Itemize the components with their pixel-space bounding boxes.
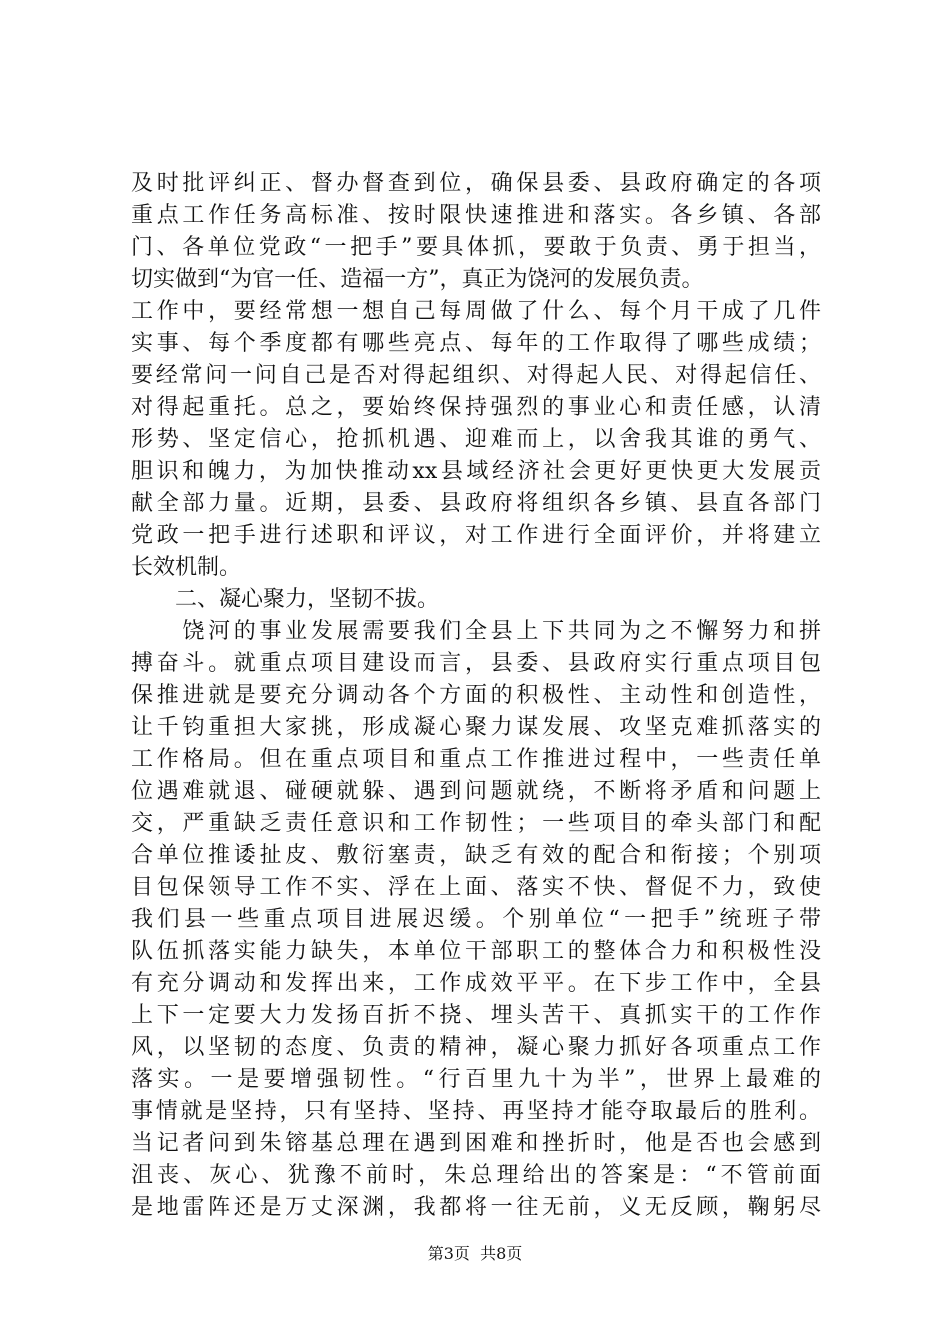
text-line: 形势、坚定信心，抢抓机遇、迎难而上，以舍我其谁的勇气、 bbox=[131, 427, 821, 452]
text-line: 及时批评纠正、督办督查到位，确保县委、县政府确定的各项 bbox=[131, 171, 821, 196]
text-line: 合单位推诿扯皮、敷衍塞责，缺乏有效的配合和衔接；个别项 bbox=[131, 843, 821, 868]
text-line: 胆识和魄力，为加快推动xx县域经济社会更好更快更大发展贡 bbox=[131, 459, 821, 484]
text-line: 落实。一是要增强韧性。“行百里九十为半”，世界上最难的 bbox=[131, 1067, 821, 1092]
text-line: 饶河的事业发展需要我们全县上下共同为之不懈努力和拼 bbox=[131, 619, 821, 644]
text-line: 要经常问一问自己是否对得起组织、对得起人民、对得起信任、 bbox=[131, 363, 821, 388]
page-footer: 第3页 共8页 bbox=[427, 1244, 523, 1263]
text-line: 交，严重缺乏责任意识和工作韧性；一些项目的牵头部门和配 bbox=[131, 811, 821, 836]
text-line: 有充分调动和发挥出来，工作成效平平。在下步工作中，全县 bbox=[131, 971, 821, 996]
text-line: 让千钧重担大家挑，形成凝心聚力谋发展、攻坚克难抓落实的 bbox=[131, 715, 821, 740]
text-line: 沮丧、灰心、犹豫不前时，朱总理给出的答案是：“不管前面 bbox=[131, 1163, 821, 1188]
body-text bbox=[131, 168, 821, 1224]
text-line: 位遇难就退、碰硬就躲、遇到问题就绕，不断将矛盾和问题上 bbox=[131, 779, 821, 804]
text-line: 门、各单位党政“一把手”要具体抓，要敢于负责、勇于担当， bbox=[131, 235, 821, 260]
text-line: 对得起重托。总之，要始终保持强烈的事业心和责任感，认清 bbox=[131, 395, 821, 420]
text-line: 我们县一些重点项目进展迟缓。个别单位“一把手”统班子带 bbox=[131, 907, 821, 932]
text-line: 工作中，要经常想一想自己每周做了什么、每个月干成了几件 bbox=[131, 299, 821, 324]
text-line: 上下一定要大力发扬百折不挠、埋头苦干、真抓实干的工作作 bbox=[131, 1003, 821, 1028]
text-line: 党政一把手进行述职和评议，对工作进行全面评价，并将建立 bbox=[131, 523, 821, 548]
text-line: 风，以坚韧的态度、负责的精神，凝心聚力抓好各项重点工作 bbox=[131, 1035, 821, 1060]
text-line: 重点工作任务高标准、按时限快速推进和落实。各乡镇、各部 bbox=[131, 203, 821, 228]
text-line: 目包保领导工作不实、浮在上面、落实不快、督促不力，致使 bbox=[131, 875, 821, 900]
text-line: 工作格局。但在重点项目和重点工作推进过程中，一些责任单 bbox=[131, 747, 821, 772]
text-line: 献全部力量。近期，县委、县政府将组织各乡镇、县直各部门 bbox=[131, 491, 821, 516]
text-line: 当记者问到朱镕基总理在遇到困难和挫折时，他是否也会感到 bbox=[131, 1131, 821, 1156]
text-line: 长效机制。 bbox=[131, 555, 242, 580]
text-line: 是地雷阵还是万丈深渊，我都将一往无前，义无反顾，鞠躬尽 bbox=[131, 1195, 821, 1220]
text-line: 队伍抓落实能力缺失，本单位干部职工的整体合力和积极性没 bbox=[131, 939, 821, 964]
text-line: 事情就是坚持，只有坚持、坚持、再坚持才能夺取最后的胜利。 bbox=[131, 1099, 821, 1124]
text-line: 实事、每个季度都有哪些亮点、每年的工作取得了哪些成绩； bbox=[131, 331, 821, 356]
text-line: 切实做到“为官一任、造福一方”，真正为饶河的发展负责。 bbox=[131, 267, 704, 292]
text-line: 搏奋斗。就重点项目建设而言，县委、县政府实行重点项目包 bbox=[131, 651, 821, 676]
text-line: 保推进就是要充分调动各个方面的积极性、主动性和创造性， bbox=[131, 683, 821, 708]
text-line: 二、凝心聚力，坚韧不拔。 bbox=[131, 587, 440, 612]
